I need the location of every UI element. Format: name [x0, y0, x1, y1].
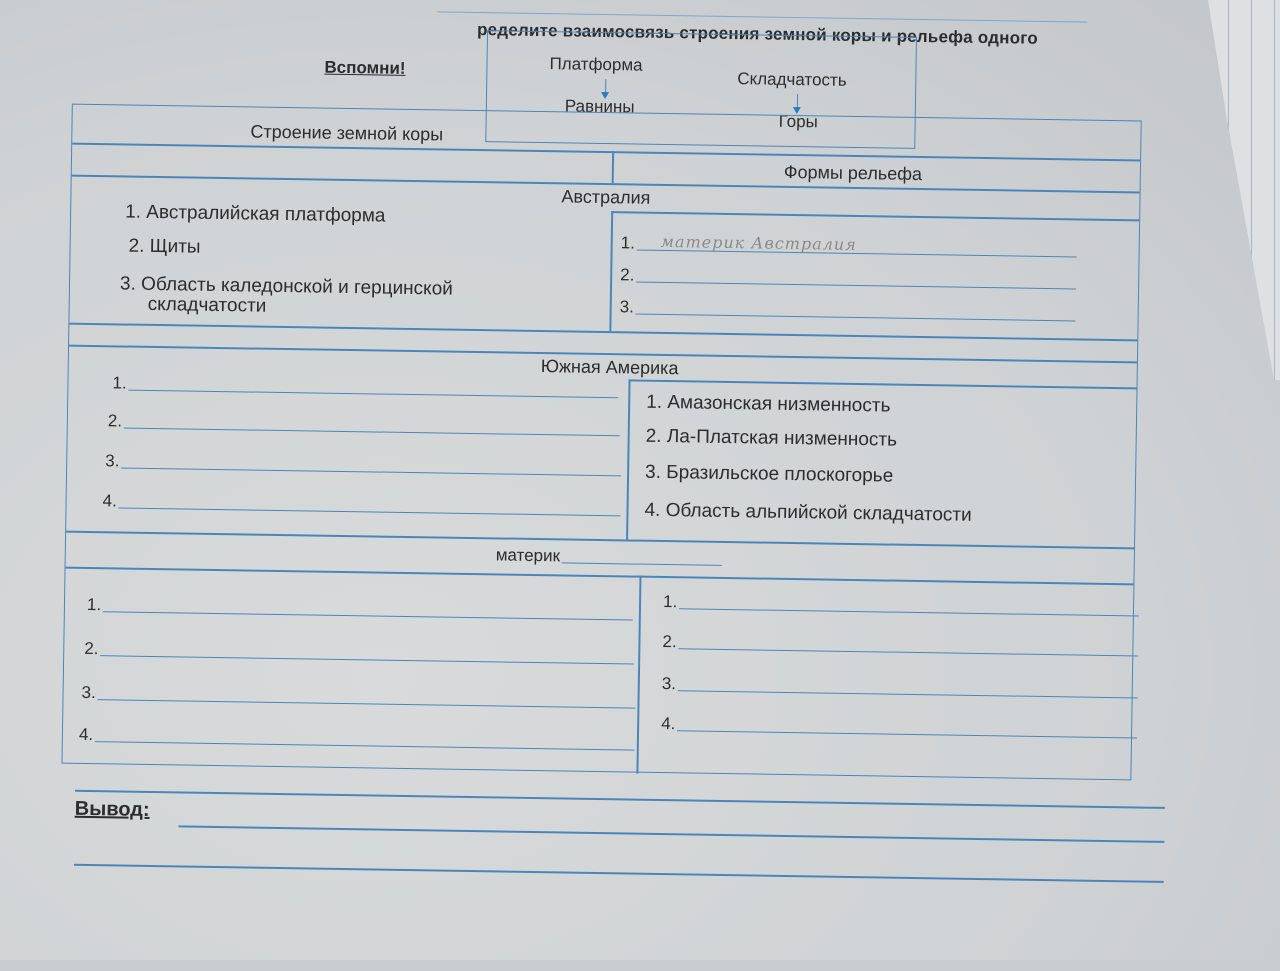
south-america-structure-blank-3[interactable]: 3.	[105, 451, 621, 479]
section-title-south-america: Южная Америка	[540, 356, 679, 379]
relief-table	[61, 104, 1141, 781]
south-america-relief-1: 1. Амазонская низменность	[646, 391, 891, 417]
col-header-relief: Формы рельефа	[783, 161, 923, 185]
row-divider	[69, 323, 1137, 341]
section-title-australia: Австралия	[561, 186, 651, 208]
south-america-relief-4: 4. Область альпийской складчатости	[644, 499, 972, 526]
recall-label: Вспомни!	[324, 57, 406, 78]
col-divider	[636, 576, 641, 774]
handwritten-answer: материк Австралия	[660, 231, 857, 255]
south-america-relief-3: 3. Бразильское плоскогорье	[644, 461, 894, 487]
continent-relief-blank-3[interactable]: 3.	[662, 674, 1138, 701]
row-divider	[72, 143, 1140, 161]
task-title: ределите взаимосвязь строения земной коры и рельефа одного	[476, 20, 1039, 48]
arrow-down-icon	[797, 94, 798, 108]
continent-structure-blank-1[interactable]: 1.	[87, 595, 633, 624]
diagram-platform: Платформа	[549, 54, 643, 75]
continent-structure-blank-2[interactable]: 2.	[84, 639, 634, 668]
arrow-down-icon	[605, 79, 606, 93]
australia-relief-blank-2[interactable]: 2.	[620, 265, 1076, 292]
australia-relief-blank-3[interactable]: 3.	[620, 297, 1076, 324]
continent-title-blank[interactable]: материк	[496, 545, 723, 569]
conclusion-line-1[interactable]	[178, 825, 1164, 842]
col-divider	[609, 211, 612, 331]
row-divider	[611, 211, 1139, 221]
row-divider	[66, 567, 1134, 585]
diagram-folding: Складчатость	[737, 69, 847, 90]
australia-structure-2: 2. Щиты	[128, 235, 201, 258]
australia-structure-3: 3. Область каледонской и герцинской	[119, 273, 454, 300]
diagram-plains: Равнины	[564, 96, 635, 117]
continent-structure-blank-4[interactable]: 4.	[79, 725, 635, 754]
australia-structure-3-cont: складчатости	[147, 293, 267, 317]
south-america-structure-blank-4[interactable]: 4.	[102, 491, 620, 519]
south-america-structure-blank-1[interactable]: 1.	[112, 373, 618, 401]
col-divider	[626, 379, 630, 539]
south-america-structure-blank-2[interactable]: 2.	[108, 411, 620, 439]
col-divider	[612, 151, 614, 183]
conclusion-line-2[interactable]	[74, 864, 1164, 883]
continent-structure-blank-3[interactable]: 3.	[81, 683, 635, 712]
continent-relief-blank-1[interactable]: 1.	[663, 592, 1139, 619]
continent-relief-blank-2[interactable]: 2.	[662, 632, 1138, 659]
diagram-mountains: Горы	[778, 111, 819, 132]
australia-structure-1: 1. Австралийская платформа	[124, 201, 386, 227]
conclusion-label: Вывод:	[74, 797, 150, 821]
australia-relief-blank-1[interactable]: 1.	[621, 233, 1077, 260]
conclusion-rule-top	[75, 790, 1165, 809]
col-header-structure: Строение земной коры	[250, 121, 444, 145]
south-america-relief-2: 2. Ла-Платская низменность	[645, 425, 898, 451]
continent-relief-blank-4[interactable]: 4.	[661, 714, 1137, 741]
row-divider	[629, 379, 1137, 388]
